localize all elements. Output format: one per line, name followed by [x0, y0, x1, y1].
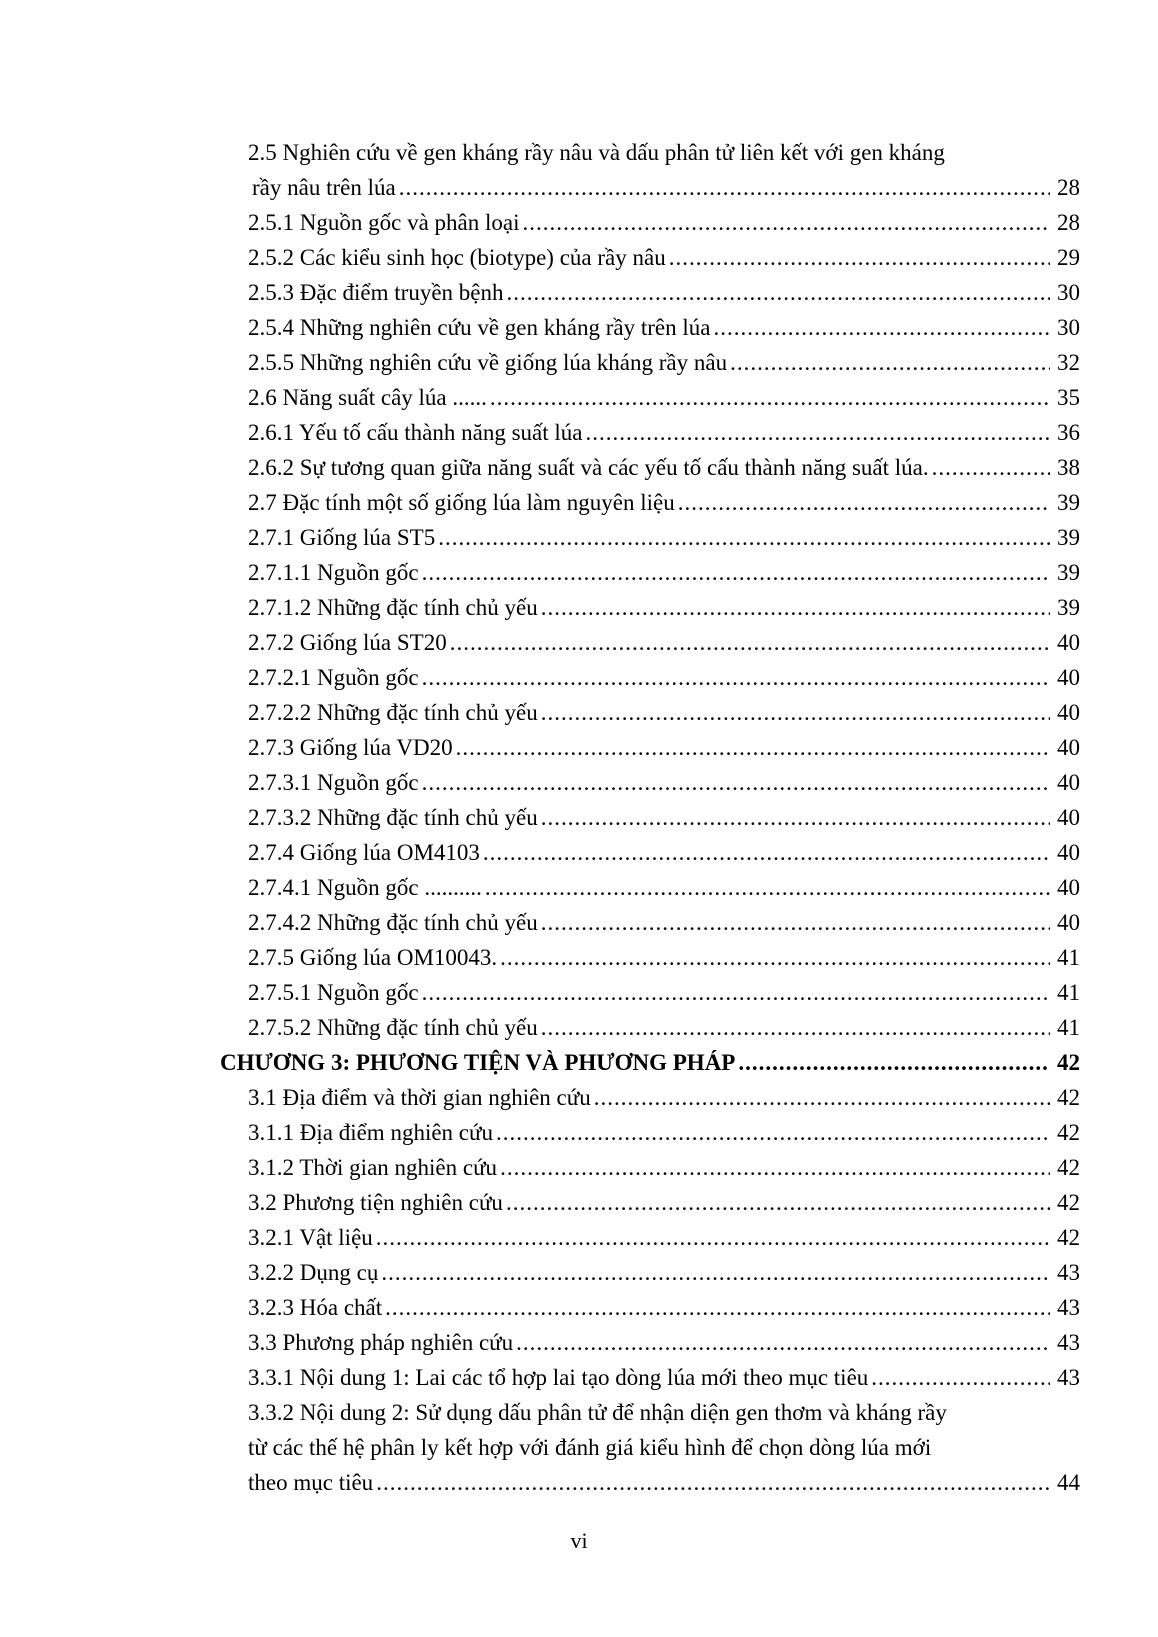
toc-entry-title: 2.7 Đặc tính một số giống lúa làm nguyên liệu	[248, 490, 675, 515]
toc-entry[interactable]	[220, 380, 1080, 415]
toc-entry[interactable]	[220, 870, 1080, 905]
toc-entry-3-3-2-line2	[220, 1430, 1080, 1465]
dot-leader	[871, 1360, 1050, 1395]
toc-entry-title: 3.2.2 Dụng cụ	[248, 1260, 379, 1285]
toc-entry-title: 2.7.3.2 Những đặc tính chủ yếu	[248, 805, 538, 830]
toc-entry[interactable]	[220, 625, 1080, 660]
toc-entry-title: 2.7.1.2 Những đặc tính chủ yếu	[248, 595, 538, 620]
toc-entry[interactable]	[220, 765, 1080, 800]
toc-page-number: 42	[1057, 1225, 1080, 1250]
toc-page-number: 41	[1057, 980, 1080, 1005]
toc-entry-title: 2.5 Nghiên cứu về gen kháng rầy nâu và dấu phân tử liên kết với gen kháng	[248, 140, 945, 165]
toc-page-number: 36	[1057, 420, 1080, 445]
dot-leader	[500, 940, 1050, 975]
toc-page-number: 40	[1057, 665, 1080, 690]
toc-page-number: 29	[1057, 245, 1080, 270]
toc-entry-title: 2.5.2 Các kiểu sinh học (biotype) của rầy nâu	[248, 245, 666, 270]
dot-leader	[669, 240, 1050, 275]
toc-entry[interactable]	[220, 940, 1080, 975]
dot-leader	[385, 1290, 1050, 1325]
toc-page-number: 43	[1057, 1260, 1080, 1285]
toc-entry-title: 2.7.5.2 Những đặc tính chủ yếu	[248, 1015, 538, 1040]
toc-page-number: 43	[1057, 1330, 1080, 1355]
dot-leader	[450, 625, 1050, 660]
toc-chapter-title: CHƯƠNG 3: PHƯƠNG TIỆN VÀ PHƯƠNG PHÁP	[220, 1050, 736, 1075]
toc-entry-title: 3.2.1 Vật liệu	[248, 1225, 373, 1250]
toc-page-number: 41	[1057, 945, 1080, 970]
toc-page-number: 42	[1057, 1050, 1080, 1075]
toc-page-number: 40	[1057, 840, 1080, 865]
toc-entry[interactable]	[220, 1290, 1080, 1325]
dot-leader	[506, 1185, 1050, 1220]
toc-entry[interactable]	[220, 695, 1080, 730]
toc-entry[interactable]	[220, 905, 1080, 940]
toc-entry-title: 2.6 Năng suất cây lúa ......	[248, 385, 487, 410]
toc-entry-title: 3.2.3 Hóa chất	[248, 1295, 383, 1320]
toc-page-number: 40	[1057, 700, 1080, 725]
toc-page-number: 30	[1057, 315, 1080, 340]
toc-entry-title: 2.5.3 Đặc điểm truyền bệnh	[248, 280, 504, 305]
dot-leader	[594, 1080, 1050, 1115]
toc-entry-title: 2.5.1 Nguồn gốc và phân loại	[248, 210, 520, 235]
toc-entry-title: 3.3.2 Nội dung 2: Sử dụng dấu phân tử để nhận diện gen thơm và kháng rầy	[248, 1400, 947, 1425]
toc-entry-title: 2.7.2.1 Nguồn gốc	[248, 665, 419, 690]
toc-page-number: 40	[1057, 770, 1080, 795]
dot-leader	[516, 1325, 1050, 1360]
toc-entry[interactable]	[220, 1255, 1080, 1290]
toc-page-number: 40	[1057, 630, 1080, 655]
dot-leader	[456, 730, 1050, 765]
toc-entry[interactable]	[220, 800, 1080, 835]
toc-page-number: 40	[1057, 910, 1080, 935]
dot-leader	[399, 170, 1050, 205]
dot-leader	[730, 345, 1050, 380]
toc-page-number: 43	[1057, 1295, 1080, 1320]
toc-entry-title: 2.7.4.1 Nguồn gốc ..........	[248, 875, 482, 900]
toc-page-number: 41	[1057, 1015, 1080, 1040]
dot-leader	[376, 1220, 1050, 1255]
dot-leader	[422, 555, 1050, 590]
dot-leader	[422, 765, 1050, 800]
toc-entry-title: 3.3 Phương pháp nghiên cứu	[248, 1330, 514, 1355]
toc-entry-title: 2.7.4.2 Những đặc tính chủ yếu	[248, 910, 538, 935]
dot-leader	[381, 1255, 1050, 1290]
dot-leader	[541, 800, 1050, 835]
toc-page-number: 28	[1057, 175, 1080, 200]
toc-entry[interactable]	[220, 345, 1080, 380]
toc-entry-title: 2.7.1.1 Nguồn gốc	[248, 560, 419, 585]
toc-entry-title: 3.3.1 Nội dung 1: Lai các tổ hợp lai tạo dòng lúa mới theo mục tiêu	[248, 1365, 869, 1390]
toc-entry-title: 2.7.1 Giống lúa ST5	[248, 525, 436, 550]
toc-entry[interactable]	[220, 1325, 1080, 1360]
dot-leader	[422, 975, 1050, 1010]
toc-page-number: 38	[1057, 455, 1080, 480]
toc-entry-title: 3.2 Phương tiện nghiên cứu	[248, 1190, 503, 1215]
dot-leader	[483, 835, 1050, 870]
toc-page-number: 39	[1057, 525, 1080, 550]
toc-entry[interactable]	[220, 590, 1080, 625]
toc-entry[interactable]	[220, 275, 1080, 310]
toc-entry-title: theo mục tiêu	[248, 1470, 374, 1495]
toc-entry-title: 3.1 Địa điểm và thời gian nghiên cứu	[248, 1085, 591, 1110]
dot-leader	[500, 1150, 1050, 1185]
toc-entry-title: 2.6.2 Sự tương quan giữa năng suất và các yếu tố cấu thành năng suất lúa.	[248, 455, 929, 480]
toc-entry-2-5-line1	[220, 135, 1080, 170]
dot-leader	[585, 415, 1050, 450]
dot-leader	[541, 1010, 1050, 1045]
toc-entry-title: từ các thế hệ phân ly kết hợp với đánh giá kiểu hình để chọn dòng lúa mới	[248, 1435, 932, 1460]
toc-entry[interactable]	[220, 1010, 1080, 1045]
dot-leader	[376, 1465, 1050, 1500]
toc-page-number: 44	[1057, 1470, 1080, 1495]
toc-page-number: 39	[1057, 490, 1080, 515]
toc-page-number: 39	[1057, 595, 1080, 620]
dot-leader	[422, 660, 1050, 695]
toc-entry[interactable]	[220, 1220, 1080, 1255]
toc-page-number: 42	[1057, 1120, 1080, 1145]
toc-entry-title: 3.1.2 Thời gian nghiên cứu	[248, 1155, 498, 1180]
toc-entry-title: 2.7.3.1 Nguồn gốc	[248, 770, 419, 795]
toc-entry[interactable]	[220, 1360, 1080, 1395]
toc-entry[interactable]	[220, 1150, 1080, 1185]
toc-entry-title: 2.7.3 Giống lúa VD20	[248, 735, 453, 760]
toc-entry[interactable]	[220, 450, 1080, 485]
toc-entry-title: 2.5.4 Những nghiên cứu về gen kháng rầy trên lúa	[248, 315, 711, 340]
toc-entry[interactable]	[220, 975, 1080, 1010]
toc-entry[interactable]	[220, 205, 1080, 240]
toc-entry[interactable]	[220, 310, 1080, 345]
toc-page-number: 42	[1057, 1155, 1080, 1180]
toc-entry[interactable]	[220, 1115, 1080, 1150]
toc-entry-title: 2.7.5 Giống lúa OM10043.	[248, 945, 498, 970]
dot-leader	[506, 275, 1050, 310]
toc-entry[interactable]	[220, 835, 1080, 870]
toc-page-number: 35	[1057, 385, 1080, 410]
dot-leader	[522, 205, 1050, 240]
toc-page-number: 40	[1057, 805, 1080, 830]
toc-page-number: 40	[1057, 735, 1080, 760]
toc-page-number: 39	[1057, 560, 1080, 585]
dot-leader	[438, 520, 1050, 555]
toc-entry-title: 2.7.2 Giống lúa ST20	[248, 630, 447, 655]
toc-entry-title: 3.1.1 Địa điểm nghiên cứu	[248, 1120, 493, 1145]
dot-leader	[678, 485, 1050, 520]
toc-page-number: 40	[1057, 875, 1080, 900]
page-number-footer	[0, 1528, 1158, 1554]
toc-page-number: 43	[1057, 1365, 1080, 1390]
toc-entry[interactable]	[220, 240, 1080, 275]
toc-entry-2-5[interactable]	[220, 170, 1080, 205]
page-number: vi	[570, 1528, 588, 1553]
toc-entry-3-3-2-line1	[220, 1395, 1080, 1430]
toc-entry-title: rầy nâu trên lúa	[252, 175, 396, 200]
toc-page-number: 32	[1057, 350, 1080, 375]
toc-page-number: 42	[1057, 1085, 1080, 1110]
toc-entry[interactable]	[220, 1185, 1080, 1220]
dot-leader	[541, 905, 1050, 940]
toc-entry-title: 2.7.5.1 Nguồn gốc	[248, 980, 419, 1005]
dot-leader	[738, 1045, 1050, 1080]
dot-leader	[932, 450, 1050, 485]
toc-page-number: 28	[1057, 210, 1080, 235]
dot-leader	[496, 1115, 1050, 1150]
toc-entry[interactable]	[220, 485, 1080, 520]
toc-entry[interactable]	[220, 730, 1080, 765]
dot-leader	[713, 310, 1050, 345]
dot-leader	[541, 695, 1050, 730]
toc-page-number: 30	[1057, 280, 1080, 305]
toc-entry-title: 2.5.5 Những nghiên cứu về giống lúa kháng rầy nâu	[248, 350, 728, 375]
toc-chapter-3[interactable]	[220, 1045, 1080, 1080]
toc-entry[interactable]	[220, 1080, 1080, 1115]
table-of-contents	[220, 135, 1080, 1500]
toc-entry[interactable]	[220, 415, 1080, 450]
dot-leader	[485, 870, 1050, 905]
toc-entry[interactable]	[220, 555, 1080, 590]
dot-leader	[490, 380, 1050, 415]
toc-entry-title: 2.6.1 Yếu tố cấu thành năng suất lúa	[248, 420, 583, 445]
toc-entry[interactable]	[220, 520, 1080, 555]
dot-leader	[541, 590, 1050, 625]
toc-entry-title: 2.7.2.2 Những đặc tính chủ yếu	[248, 700, 538, 725]
toc-entry[interactable]	[220, 660, 1080, 695]
toc-page-number: 42	[1057, 1190, 1080, 1215]
toc-entry-title: 2.7.4 Giống lúa OM4103	[248, 840, 480, 865]
toc-entry-3-3-2[interactable]	[220, 1465, 1080, 1500]
